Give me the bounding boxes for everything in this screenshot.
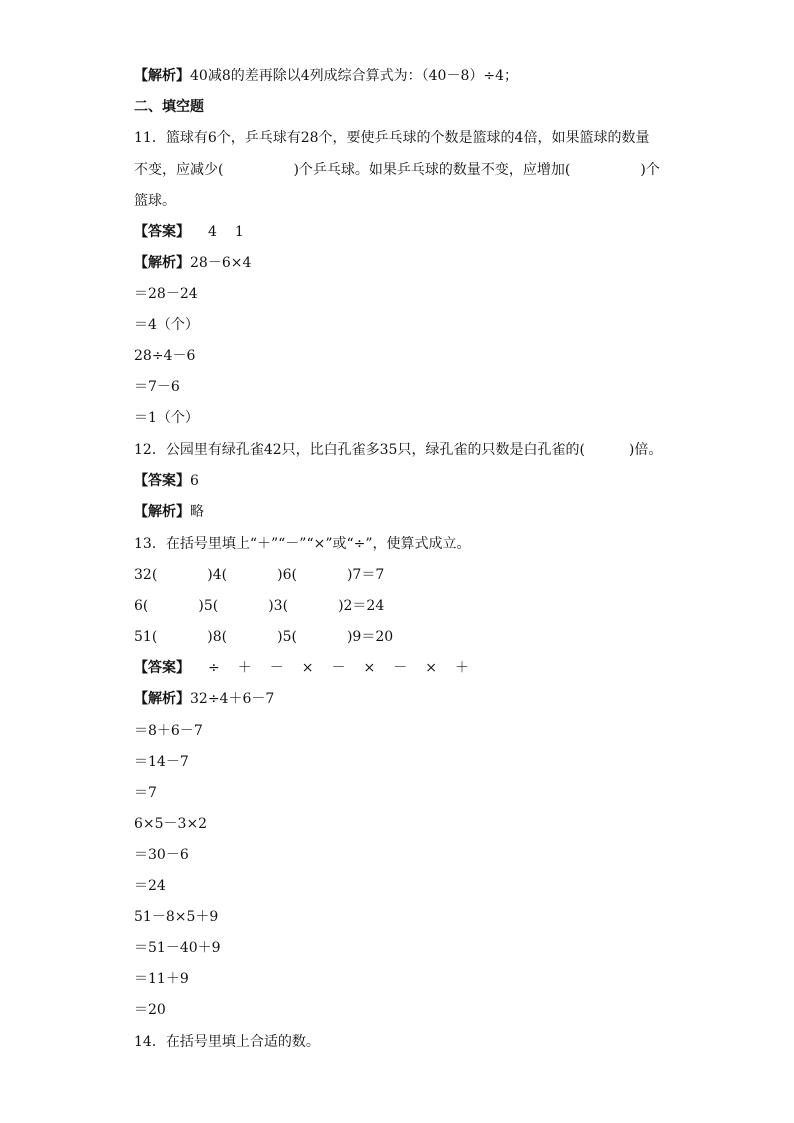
q12-analysis-line — [134, 497, 204, 527]
answer-value: × — [425, 660, 437, 676]
q13-answer-line — [134, 653, 469, 683]
q13-equation-1 — [134, 560, 384, 590]
calc-step: ＝20 — [134, 1002, 166, 1018]
q11-text-line2 — [134, 155, 660, 185]
q11-analysis-line — [134, 248, 251, 278]
q12-text-part: 12．公园里有绿孔雀42只，比白孔雀多35只，绿孔雀的只数是白孔雀的( — [134, 442, 585, 458]
answer-value: × — [363, 660, 376, 676]
calc-step: ＝1（个） — [134, 410, 199, 426]
q12-text-line — [134, 435, 662, 465]
answer-value: ÷ — [208, 660, 220, 676]
calc-step: ＝8＋6－7 — [134, 723, 203, 739]
q11-text-part: )个 — [640, 162, 660, 178]
equation-part: )3( — [268, 598, 289, 614]
calc-step: ＝7－6 — [134, 379, 180, 395]
q11-answer-line — [134, 217, 244, 247]
equation-part: )7＝7 — [346, 567, 385, 583]
calc-step: ＝14－7 — [134, 754, 189, 770]
equation-part: )9＝20 — [346, 629, 394, 645]
q14-text-line: 14．在括号里填上合适的数。 — [134, 1034, 320, 1050]
answer-value: 4 — [208, 224, 217, 240]
analysis-text: 略 — [190, 504, 204, 520]
answer-label: 【答案】 — [134, 660, 190, 676]
equation-part: )6( — [277, 567, 297, 583]
q11-text-part: )个乒乓球。如果乒乓球的数量不变，应增加( — [293, 162, 571, 178]
q13-equation-2 — [134, 591, 384, 621]
q13-text-line: 13．在括号里填上“＋”“－”“×”或“÷”，使算式成立。 — [134, 536, 471, 552]
calc-step: ＝28－24 — [134, 286, 198, 302]
calc-step: ＝11＋9 — [134, 971, 189, 987]
equation-part: 6( — [134, 598, 149, 614]
calc-step: 28÷4－6 — [134, 348, 196, 364]
q13-analysis-line — [134, 684, 274, 714]
equation-part: )5( — [277, 629, 297, 645]
analysis-label: 【解析】 — [134, 255, 190, 271]
q11-text-part: 不变，应减少( — [134, 162, 224, 178]
answer-label: 【答案】 — [134, 224, 190, 240]
calc-step: 6×5－3×2 — [134, 816, 208, 832]
answer-value: － — [269, 660, 284, 676]
equation-part: )8( — [207, 629, 228, 645]
calc-step: ＝30－6 — [134, 847, 189, 863]
equation-part: )2＝24 — [338, 598, 385, 614]
answer-value: ＋ — [454, 660, 469, 676]
prev-analysis-line — [134, 61, 518, 91]
answer-value: 6 — [190, 473, 199, 489]
calc-step: 51－8×5＋9 — [134, 909, 219, 925]
equation-part: )5( — [198, 598, 219, 614]
answer-value: － — [331, 660, 346, 676]
calc-step: ＝51－40＋9 — [134, 940, 221, 956]
q13-equation-3 — [134, 622, 393, 652]
q11-text-line1: 11．篮球有6个，乒乓球有28个，要使乒乓球的个数是篮球的4倍，如果篮球的数量 — [134, 130, 650, 146]
analysis-text: 40减8的差再除以4列成综合算式为：（40－8）÷4； — [190, 68, 518, 84]
q12-text-part: )倍。 — [628, 442, 663, 458]
answer-value: － — [393, 660, 408, 676]
section-title: 二、填空题 — [134, 99, 204, 115]
q11-text-line3: 篮球。 — [134, 193, 176, 209]
analysis-label: 【解析】 — [134, 68, 190, 84]
analysis-label: 【解析】 — [134, 691, 190, 707]
answer-label: 【答案】 — [134, 473, 190, 489]
calc-step: 32÷4＋6－7 — [190, 691, 275, 707]
analysis-label: 【解析】 — [134, 504, 190, 520]
answer-value: ＋ — [237, 660, 252, 676]
calc-step: 28－6×4 — [190, 255, 252, 271]
equation-part: 32( — [134, 567, 158, 583]
answer-value: 1 — [234, 224, 244, 240]
q12-answer-line — [134, 466, 199, 496]
calc-step: ＝24 — [134, 878, 166, 894]
equation-part: )4( — [207, 567, 228, 583]
calc-step: ＝4（个） — [134, 317, 199, 333]
answer-value: × — [301, 660, 314, 676]
equation-part: 51( — [134, 629, 158, 645]
calc-step: ＝7 — [134, 785, 157, 801]
